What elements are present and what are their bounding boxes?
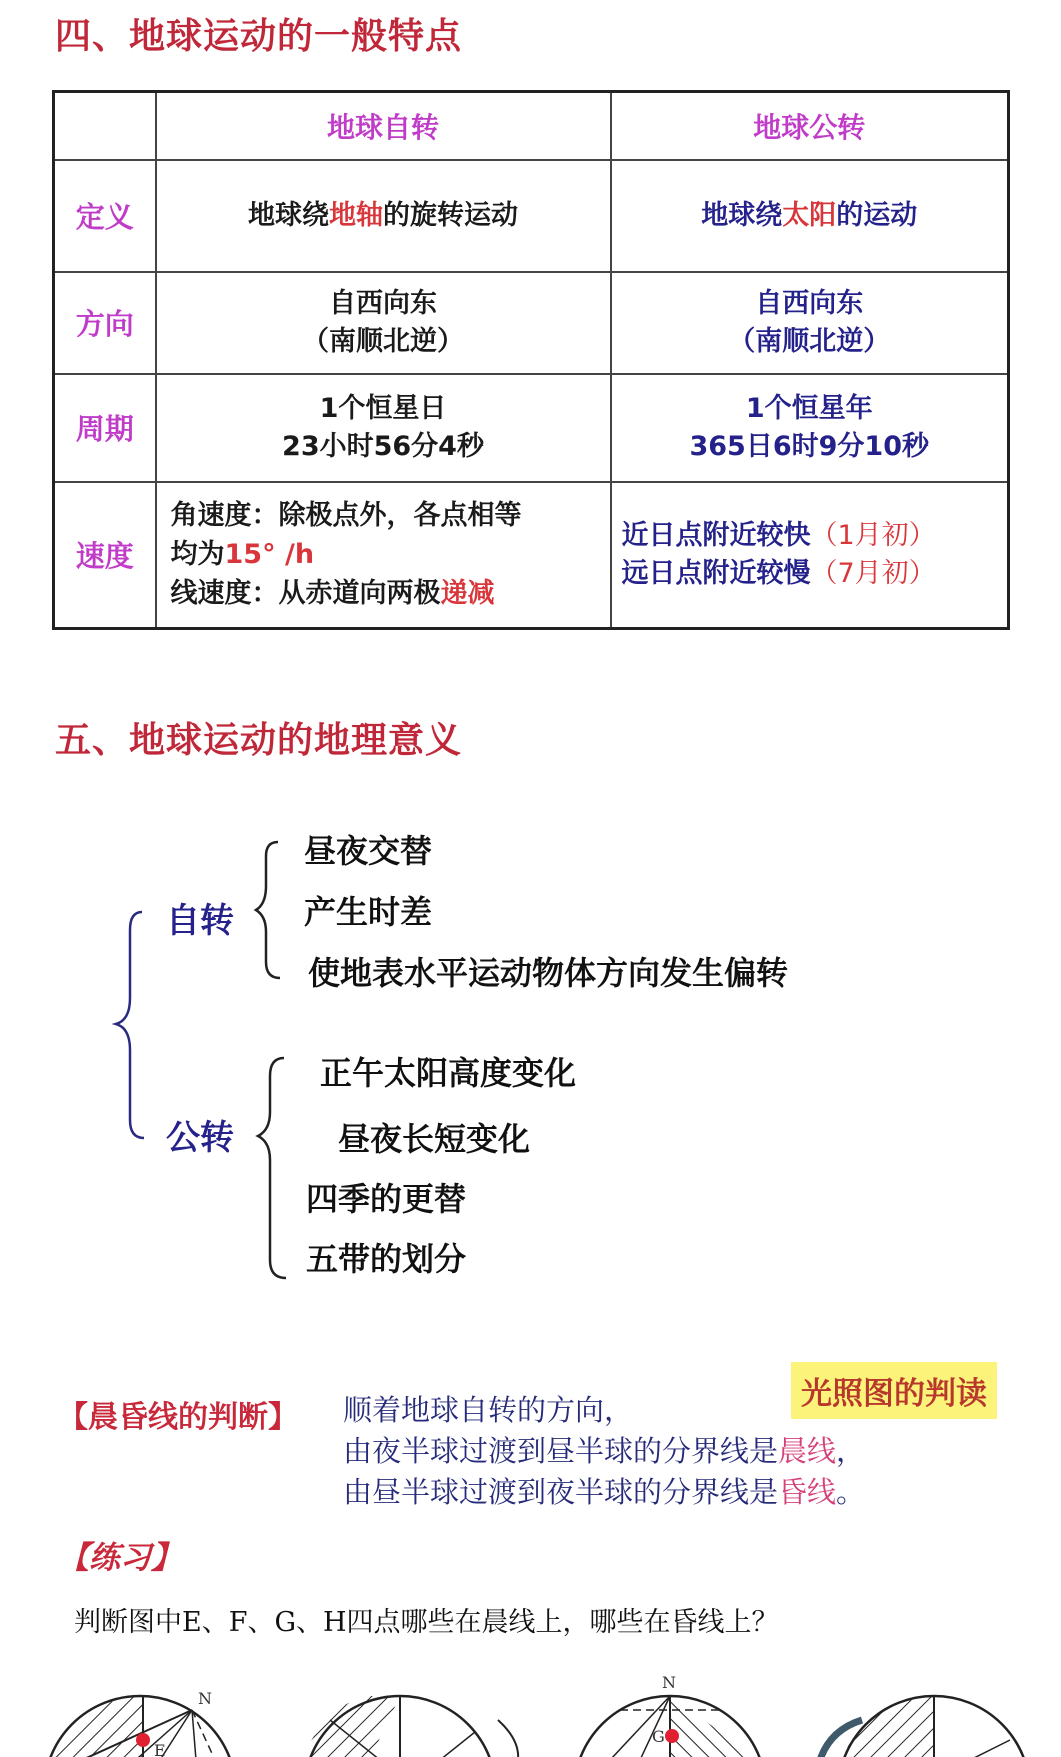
text bbox=[171, 535, 610, 574]
text bbox=[171, 574, 610, 613]
practice-question: 判断图中E、F、G、H四点哪些在晨线上，哪些在昏线上？ bbox=[74, 1607, 779, 1638]
brace-lines bbox=[100, 820, 300, 1280]
text: 远日点附近较慢 bbox=[621, 557, 811, 589]
terminator-rules bbox=[343, 1390, 865, 1513]
text: 地球绕 bbox=[701, 199, 783, 231]
text: 由昼半球过渡到夜半球的分界线是 bbox=[343, 1475, 779, 1509]
text: 1个恒星年 bbox=[745, 392, 873, 424]
highlight-decrease: 递减 bbox=[440, 578, 495, 610]
row-label-speed: 速度 bbox=[54, 482, 156, 629]
tree-leaf: 使地表水平运动物体方向发生偏转 bbox=[308, 954, 789, 992]
rotation-direction bbox=[156, 272, 611, 374]
svg-text:G: G bbox=[652, 1727, 665, 1746]
highlight-dusk-line: 昏线 bbox=[778, 1475, 837, 1509]
revolution-direction bbox=[611, 272, 1009, 374]
tree-node-rotation: 自转 bbox=[166, 901, 234, 941]
tree-leaf: 昼夜交替 bbox=[304, 832, 433, 870]
tree-leaf: 正午太阳高度变化 bbox=[320, 1054, 577, 1092]
revolution-definition bbox=[611, 160, 1009, 272]
globe-2 bbox=[300, 1696, 518, 1757]
text: 自西向东 bbox=[329, 287, 437, 319]
table-row-speed bbox=[54, 482, 1009, 629]
pole-label: N bbox=[198, 1689, 212, 1708]
corner-cell bbox=[54, 92, 156, 160]
tree-leaf: 四季的更替 bbox=[306, 1180, 467, 1218]
table-row-direction bbox=[54, 272, 1009, 374]
text bbox=[343, 1431, 865, 1472]
text: （南顺北逆） bbox=[728, 325, 891, 357]
text: 自西向东 bbox=[755, 287, 864, 319]
tree-leaf: 产生时差 bbox=[304, 893, 433, 931]
text bbox=[343, 1472, 865, 1513]
text: 1个恒星日 bbox=[319, 392, 447, 424]
column-header-revolution: 地球公转 bbox=[611, 92, 1009, 160]
globe-3 bbox=[574, 1673, 766, 1757]
rotation-definition bbox=[156, 160, 611, 272]
section4-title: 四、地球运动的一般特点 bbox=[55, 16, 463, 57]
text: 近日点附近较快 bbox=[621, 519, 811, 551]
text: 365日6时9分10秒 bbox=[689, 430, 929, 462]
motion-comparison-table bbox=[52, 90, 1010, 630]
highlight-dawn-line: 晨线 bbox=[778, 1434, 837, 1468]
text: 由夜半球过渡到昼半球的分界线是 bbox=[343, 1434, 779, 1468]
text: ， bbox=[836, 1434, 866, 1468]
text: 线速度：从赤道向两极 bbox=[170, 578, 441, 610]
table-row-definition bbox=[54, 160, 1009, 272]
revolution-speed bbox=[611, 482, 1009, 629]
text: （南顺北逆） bbox=[302, 325, 464, 357]
light-map-badge: 光照图的判读 bbox=[791, 1362, 997, 1419]
section5-title: 五、地球运动的地理意义 bbox=[55, 720, 463, 761]
text: 地球绕 bbox=[248, 199, 329, 231]
tree-leaf: 昼夜长短变化 bbox=[338, 1120, 531, 1158]
text: 顺着地球自转的方向， bbox=[343, 1393, 634, 1427]
text: 均为 bbox=[170, 539, 225, 571]
globe-4 bbox=[820, 1696, 1030, 1757]
pole-label: N bbox=[662, 1673, 676, 1692]
text: 23小时56分4秒 bbox=[282, 430, 484, 462]
text: 的运动 bbox=[836, 199, 918, 231]
svg-text:E: E bbox=[154, 1741, 166, 1757]
column-header-rotation: 地球自转 bbox=[156, 92, 611, 160]
text bbox=[622, 555, 1008, 593]
highlight-july: （7月初） bbox=[810, 557, 936, 589]
terminator-heading: 【晨昏线的判断】 bbox=[58, 1400, 298, 1435]
highlight-sun: 太阳 bbox=[782, 199, 837, 231]
practice-heading: 【练习】 bbox=[58, 1540, 182, 1576]
text: 的旋转运动 bbox=[383, 199, 518, 231]
highlight-earth-axis: 地轴 bbox=[329, 199, 383, 231]
tree-node-revolution: 公转 bbox=[166, 1118, 234, 1158]
rotation-speed bbox=[156, 482, 611, 629]
highlight-january: （1月初） bbox=[810, 519, 936, 551]
tree-leaf: 五带的划分 bbox=[306, 1240, 467, 1278]
globe-diagrams bbox=[0, 1660, 1061, 1757]
globe-1 bbox=[44, 1689, 236, 1757]
rotation-period bbox=[156, 374, 611, 482]
table-row-period bbox=[54, 374, 1009, 482]
revolution-period bbox=[611, 374, 1009, 482]
row-label-direction: 方向 bbox=[54, 272, 156, 374]
row-label-definition: 定义 bbox=[54, 160, 156, 272]
text: 。 bbox=[836, 1475, 866, 1509]
row-label-period: 周期 bbox=[54, 374, 156, 482]
text: 角速度：除极点外，各点相等 bbox=[170, 500, 522, 532]
text bbox=[622, 517, 1008, 555]
highlight-angular-speed: 15° /h bbox=[224, 539, 315, 571]
table-header-row bbox=[54, 92, 1009, 160]
